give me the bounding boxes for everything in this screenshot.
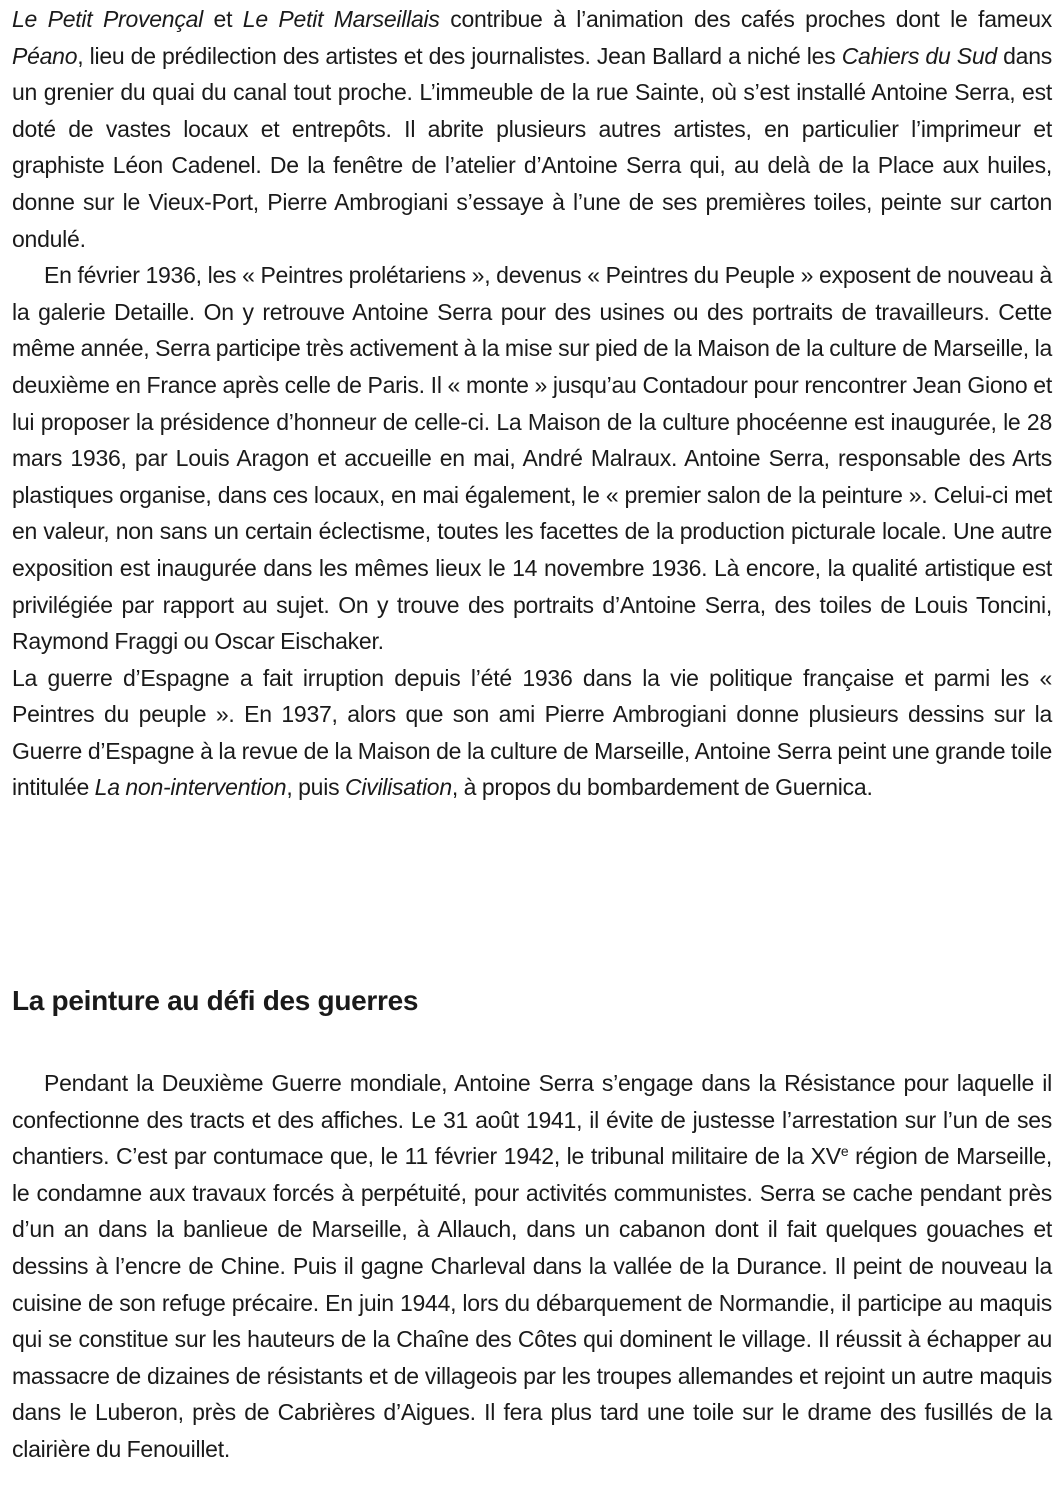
section-resistance — [12, 1065, 1052, 1468]
italic-title-petit-marseillais: Le Petit Marseillais — [242, 6, 440, 32]
section-heading: La peinture au défi des guerres — [12, 985, 419, 1016]
text-run: , lieu de prédilection des artistes et des journalistes. Jean Ballard a niché les — [77, 42, 842, 69]
text-run: contribue à l’animation des cafés proches dont le fameux — [439, 6, 1052, 32]
text-run: Pendant la Deuxième Guerre mondiale, Antoine Serra s’engage dans la Résistance pour laquelle il confectionne des tracts et des affiches. Le 31 août 1941, il évite de justesse l’arrestation sur l’un de ses chantiers. C’est par contumace que, le 11 février 1942, le tribunal militaire de la XV — [12, 1070, 1052, 1170]
text-run: La guerre d’Espagne a fait irruption depuis l’été 1936 dans la vie politique française et parmi les « Peintres du peuple ». En 1937, alors que son ami Pierre Ambrogiani donne plusieurs dessins sur la Guerre d’Espagne à la revue de la Maison de la culture de Marseille, Antoine Serra peint une grande toile intitulée — [12, 664, 1052, 801]
paragraph-resistance — [12, 1065, 1052, 1468]
text-run: dans un grenier du quai du canal tout proche. L’immeuble de la rue Sainte, où s’est installé Antoine Serra, est doté de vastes locaux et entrepôts. Il abrite plusieurs autres artistes, en particulier l’imprimeur et graphiste Léon Cadenel. De la fenêtre de l’atelier d’Antoine Serra qui, au delà de la Place aux huiles, donne sur le Vieux-Port, Pierre Ambrogiani s’essaye à l’une de ses premières toiles, peinte sur carton ondulé. — [12, 42, 1053, 252]
text-run: , à propos du bombardement de Guernica. — [451, 774, 873, 801]
italic-title-petit-provencal: Le Petit Provençal — [12, 6, 203, 32]
text-run: et — [203, 6, 243, 32]
superscript: e — [840, 1143, 849, 1160]
paragraph-cafes — [12, 1, 1052, 257]
italic-title-civilisation: Civilisation — [344, 774, 452, 801]
paragraph-peintres-du-peuple: En février 1936, les « Peintres prolétariens », devenus « Peintres du Peuple » exposent de nouveau à la galerie Detaille. On y retrouve Antoine Serra pour des usines ou des portraits de travailleurs. Cette même année, Serra participe très activement à la mise sur pied de la Maison de la culture de Marseille, la deuxième en France après celle de Paris. Il « monte » jusqu’au Contadour pour rencontrer Jean Giono et lui proposer la présidence d’honneur de celle-ci. La Maison de la culture phocéenne est inaugurée, le 28 mars 1936, par Louis Aragon et accueille en mai, André Malraux. Antoine Serra, responsable des Arts plastiques organise, dans ces locaux, en mai également, le « premier salon de la peinture ». Celui-ci met en valeur, non sans un certain éclectisme, toutes les facettes de la production picturale locale. Une autre exposition est inaugurée dans les mêmes lieux le 14 novembre 1936. Là encore, la qualité artistique est privilégiée par rapport au sujet. On y trouve des portraits d’Antoine Serra, des toiles de Louis Toncini, Raymond Fraggi ou Oscar Eischaker. — [12, 262, 1052, 655]
text-run: , puis — [286, 774, 345, 801]
text-run: région de Marseille, le condamne aux travaux forcés à perpétuité, pour activités communistes. Serra se cache pendant près d’un an dans la banlieue de Marseille, à Allauch, dans un cabanon dont il fait quelques gouaches et dessins à l’encre de Chine. Puis il gagne Charleval dans la vallée de la Durance. Il peint de nouveau la cuisine de son refuge précaire. En juin 1944, lors du débarquement de Normandie, il participe au maquis qui se constitue sur les hauteurs de la Chaîne des Côtes qui dominent le village. Il réussit à échapper au massacre de dizaines de résistants et de villageois par les troupes allemandes et rejoint un autre maquis dans le Luberon, près de Cabrières d’Aigues. Il fera plus tard une toile sur le drame des fusillés de la clairière du Fenouillet. — [12, 1143, 1052, 1462]
paragraph-guerre-espagne — [12, 660, 1052, 806]
italic-title-non-intervention: La non-intervention — [94, 774, 287, 801]
italic-title-cahiers-du-sud: Cahiers du Sud — [841, 42, 997, 69]
italic-name-peano: Péano — [12, 42, 78, 69]
document-page — [12, 0, 1053, 1462]
